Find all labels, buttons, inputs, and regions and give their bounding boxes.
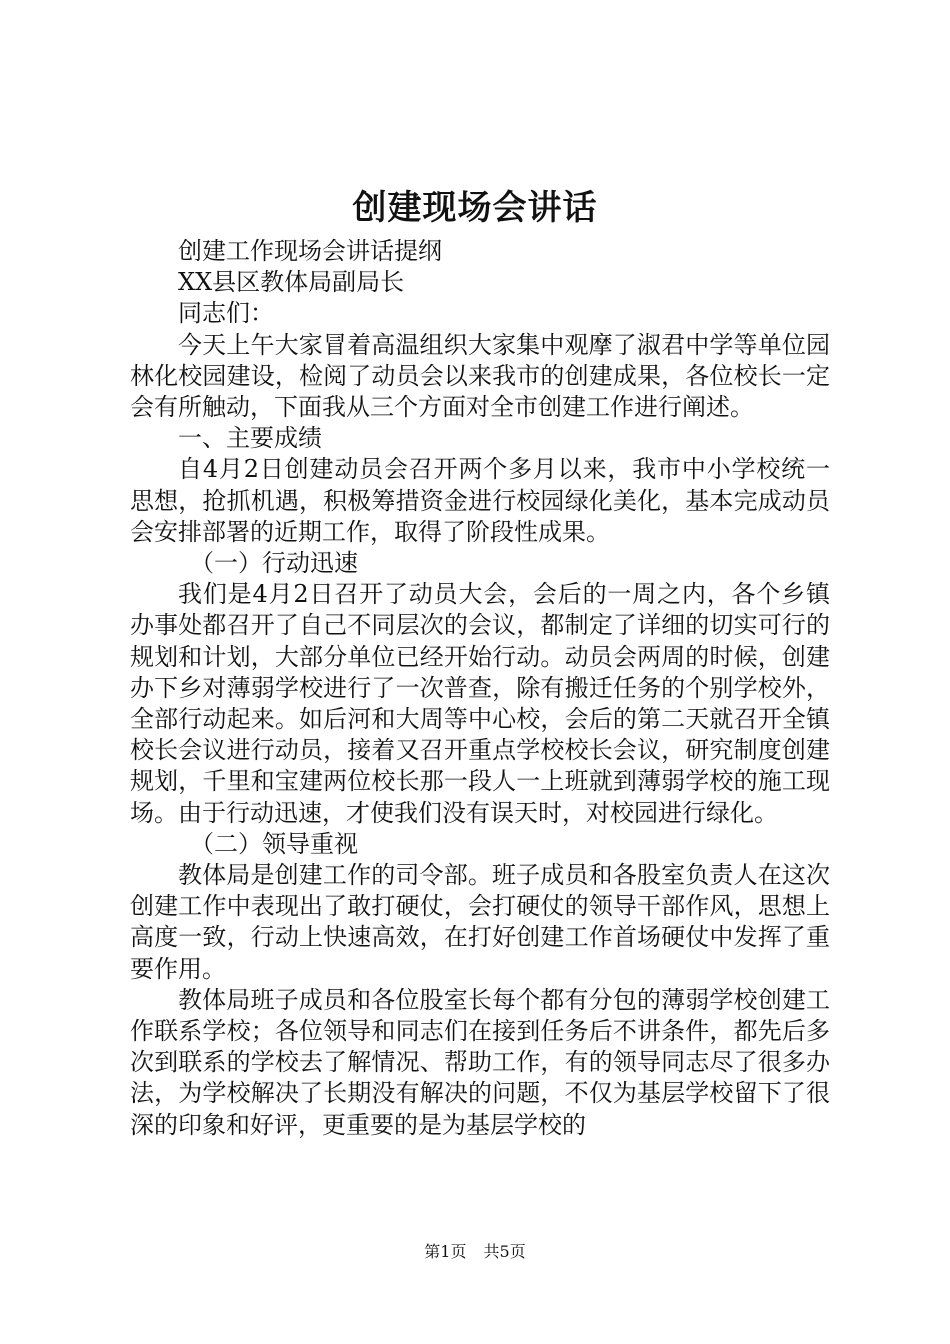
page-footer: [0, 1240, 950, 1264]
body-paragraph: 教体局是创建工作的司令部。班子成员和各股室负责人在这次创建工作中表现出了敢打硬仗，会打硬仗的领导干部作风，思想上高度一致，行动上快速高效，在打好创建工作首场硬仗中发挥了重要作用。: [130, 861, 830, 983]
subsection-heading: （一）行动迅速: [190, 549, 358, 578]
body-paragraph: 教体局班子成员和各位股室长每个都有分包的薄弱学校创建工作联系学校；各位领导和同志们在接到任务后不讲条件，都先后多次到联系的学校去了解情况、帮助工作，有的领导同志尽了很多办法，为学校解决了长期没有解决的问题，不仅为基层学校留下了很深的印象和好评，更重要的是为基层学校的: [130, 985, 830, 1139]
section-heading: 一、主要成绩: [178, 424, 322, 453]
document-body: [130, 236, 830, 1141]
body-paragraph: 我们是4月2日召开了动员大会，会后的一周之内，各个乡镇办事处都召开了自己不同层次的会议，都制定了详细的切实可行的规划和计划，大部分单位已经开始行动。动员会两周的时候，创建办下乡对薄弱学校进行了一次普查，除有搬迁任务的个别学校外，全部行动起来。如后河和大周等中心校，会后的第二天就召开全镇校长会议进行动员，接着又召开重点学校校长会议，研究制度创建规划，千里和宝建两位校长那一段人一上班就到薄弱学校的施工现场。由于行动迅速，才使我们没有误天时，对校园进行绿化。: [130, 580, 830, 827]
body-paragraph: 今天上午大家冒着高温组织大家集中观摩了淑君中学等单位园林化校园建设，检阅了动员会以来我市的创建成果，各位校长一定会有所触动，下面我从三个方面对全市创建工作进行阐述。: [130, 330, 830, 422]
salutation-paragraph: 同志们：: [178, 299, 274, 328]
page-total: 共5页: [483, 1242, 526, 1261]
speaker-paragraph: XX县区教体局副局长: [178, 268, 405, 297]
page-number: 第1页: [424, 1242, 467, 1261]
subsection-heading: （二）领导重视: [190, 829, 358, 858]
subtitle-paragraph: 创建工作现场会讲话提纲: [178, 237, 442, 265]
body-paragraph: 自4月2日创建动员会召开两个多月以来，我市中小学校统一思想，抢抓机遇，积极筹措资金进行校园绿化美化，基本完成动员会安排部署的近期工作，取得了阶段性成果。: [130, 455, 830, 546]
document-title: 创建现场会讲话: [352, 188, 598, 228]
